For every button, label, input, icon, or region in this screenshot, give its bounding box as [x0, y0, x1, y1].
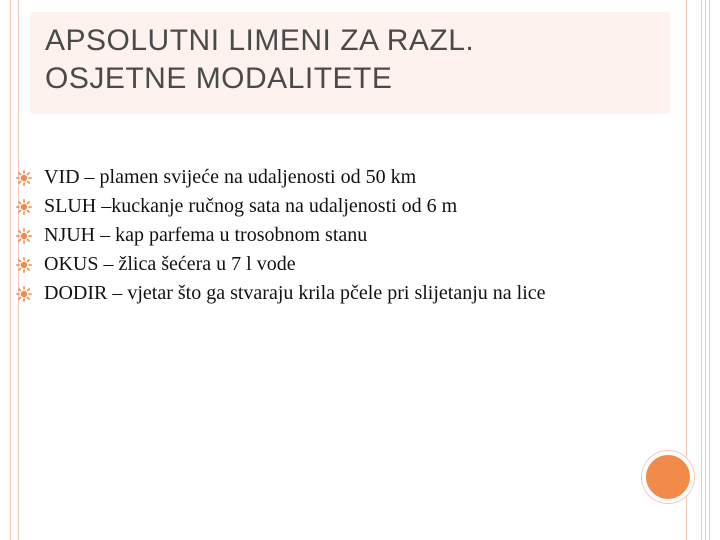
right-decorative-rail: [686, 0, 706, 540]
sun-icon: [16, 170, 32, 186]
sun-icon: [16, 228, 32, 244]
bullet-text: OKUS – žlica šećera u 7 l vode: [44, 253, 296, 275]
bullet-item-dodir: [16, 279, 546, 308]
bullet-item-vid: [16, 163, 546, 192]
bullet-text: DODIR – vjetar što ga stvaraju krila pčele pri slijetanju na lice: [44, 282, 546, 304]
bullet-text: NJUH – kap parfema u trosobnom stanu: [44, 224, 368, 246]
bullet-item-njuh: [16, 221, 546, 250]
decorative-orange-circle: [642, 451, 694, 503]
bullet-text: VID – plamen svijeće na udaljenosti od 50 km: [44, 166, 417, 188]
bullet-item-okus: [16, 250, 546, 279]
bullet-list: [16, 163, 546, 308]
bullet-text: SLUH –kuckanje ručnog sata na udaljenosti od 6 m: [44, 195, 458, 217]
bullet-item-sluh: [16, 192, 546, 221]
sun-icon: [16, 286, 32, 302]
sun-icon: [16, 257, 32, 273]
slide-title: [45, 22, 645, 98]
slide-title-line-1: APSOLUTNI LIMENI ZA RAZL.: [45, 24, 475, 57]
sun-icon: [16, 199, 32, 215]
slide-title-line-2: OSJETNE MODALITETE: [45, 62, 393, 95]
